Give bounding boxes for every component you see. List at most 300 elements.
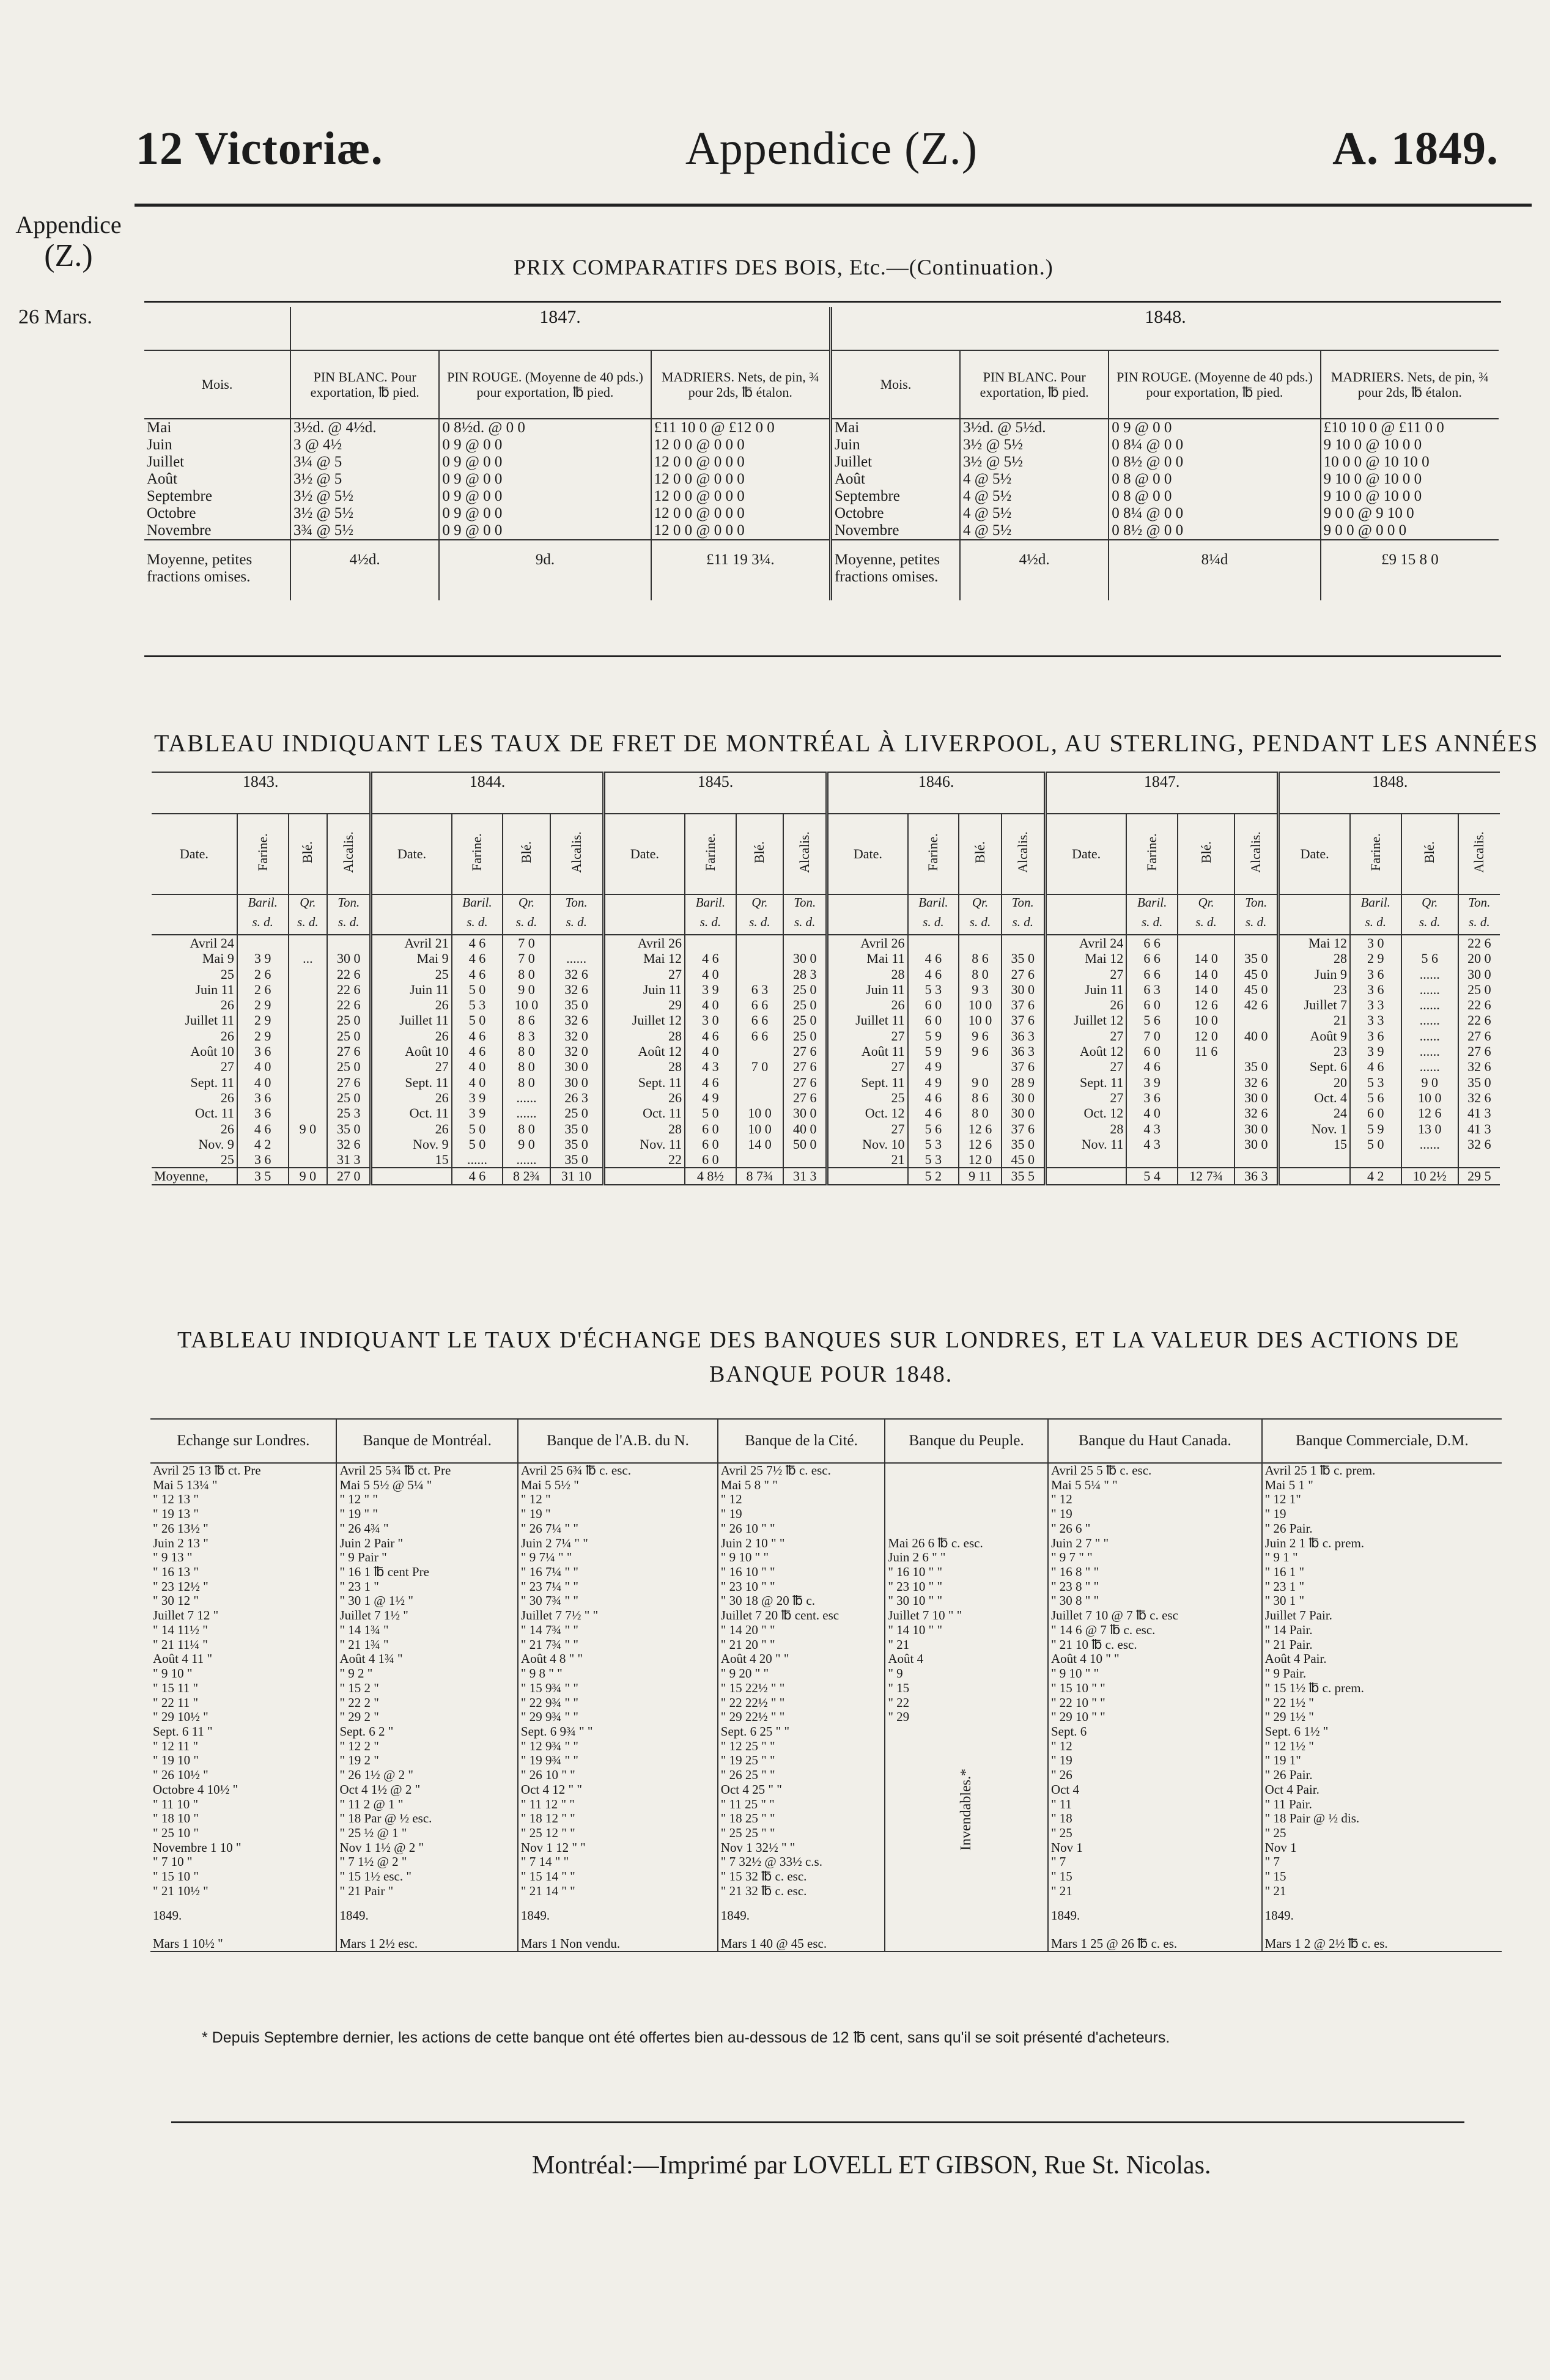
pb-1848: 3½ @ 5½ (960, 454, 1109, 471)
fret-cell: Août 11 (861, 1044, 905, 1059)
fret-sd: s. d. (1002, 915, 1046, 935)
bank-cell: Juillet 7 1½ " (336, 1608, 517, 1623)
bank-cell: " 23 7¼ " " (518, 1580, 718, 1594)
pr-1847: 0 9 @ 0 0 (439, 437, 651, 454)
pb-1848: 3½d. @ 5½d. (960, 419, 1109, 437)
bank-cell: " 14 1¾ " (336, 1623, 517, 1638)
fret-cell: 14 0 (1178, 967, 1234, 982)
invendables-label: Invendables.* (958, 1769, 975, 1851)
fret-cell: 26 (1110, 997, 1124, 1013)
fret-cell: 3 6 (237, 1090, 289, 1105)
bank-cell: Août 4 20 " " (718, 1652, 885, 1667)
bank-cell: " 23 10 " " (718, 1580, 885, 1594)
fret-col-label: Farine. (702, 833, 718, 871)
fret-unit: Baril. (452, 894, 503, 915)
fret-cell: Juin 11 (410, 981, 449, 997)
fret-cell (1178, 935, 1234, 951)
table-row (150, 1478, 1502, 1493)
bank-cell: Nov 1 12 " " (518, 1841, 718, 1855)
table-row (150, 1623, 1502, 1638)
fret-cell: 6 6 (736, 1028, 783, 1044)
fret-cell: 20 (1333, 1074, 1347, 1090)
bank-cell: " 26 Pair. (1262, 1522, 1502, 1536)
bank-cell: " 18 10 " (153, 1811, 199, 1826)
bank-cell: " 26 4¾ " (336, 1522, 517, 1536)
bank-mars: Mars 1 2 @ 2½ ℔ c. es. (1262, 1937, 1502, 1952)
bank-cell: " 16 10 " " (718, 1565, 885, 1580)
fret-cell: Juillet 7 (1304, 997, 1347, 1013)
fret-cell: 35 0 (1002, 951, 1046, 966)
fret-cell: 12 6 (1401, 1105, 1458, 1121)
table-row (150, 1536, 1502, 1551)
bank-cell: " 11 12 " " (518, 1797, 718, 1812)
fret-unit: Ton. (1458, 894, 1500, 915)
table-row (144, 505, 1499, 522)
fret-cell: 30 0 (1002, 982, 1046, 997)
fret-cell: Oct. 12 (865, 1105, 905, 1121)
bank-cell (885, 1478, 1048, 1493)
md-1848: 9 0 0 @ 0 0 0 (1321, 522, 1499, 540)
fret-cell: Oct. 11 (409, 1105, 449, 1121)
pr-1848: 0 8 @ 0 0 (1109, 488, 1320, 505)
bank-cell: Novembre 1 10 " (153, 1840, 242, 1855)
fret-cell: 15 (1333, 1136, 1347, 1152)
bank-cell: " 18 25 " " (718, 1811, 885, 1826)
fret-cell: 10 0 (736, 1105, 783, 1121)
fret-cell (1458, 1152, 1500, 1168)
fret-cell: 7 0 (736, 1059, 783, 1074)
col-pin-blanc: PIN BLANC. Pour exportation, ℔ pied. (290, 350, 439, 419)
table-row (150, 1463, 1502, 1478)
bank-cell: Avril 25 5 ℔ c. esc. (1048, 1463, 1262, 1478)
bank-cell: " 26 (1048, 1768, 1262, 1783)
fret-cell: Sept. 6 (1309, 1059, 1347, 1075)
fret-cell: 30 0 (1002, 1090, 1046, 1105)
fret-cell: Juillet 12 (1074, 1012, 1124, 1028)
fret-cell: 3 6 (237, 1044, 289, 1059)
fret-cell: 30 0 (783, 1105, 827, 1121)
fret-cell: 4 6 (908, 1105, 959, 1121)
fret-cell: 25 3 (327, 1105, 371, 1121)
fret-cell: 3 6 (1350, 967, 1401, 982)
fret-sd: s. d. (959, 915, 1001, 935)
fret-avg: 4 6 (452, 1168, 503, 1184)
md-1847: 12 0 0 @ 0 0 0 (651, 437, 831, 454)
fret-col-header (289, 814, 328, 894)
fret-cell: 5 9 (908, 1028, 959, 1044)
fret-cell: Avril 24 (1079, 935, 1124, 951)
fret-col-label: Alcalis. (341, 831, 356, 873)
table-row (152, 1090, 1500, 1105)
fret-avg-label (371, 1168, 452, 1184)
fret-col-header (1178, 814, 1234, 894)
table-row (150, 1507, 1502, 1522)
bank-cell: Avril 25 13 ℔ ct. Pre (153, 1463, 261, 1478)
bank-cell: " 30 8 " " (1048, 1594, 1262, 1608)
fret-cell: 4 6 (1350, 1059, 1401, 1074)
fret-col-header (1126, 814, 1178, 894)
bank-cell: " 30 1 " (1262, 1594, 1502, 1608)
fret-cell: 12 0 (959, 1152, 1001, 1168)
fret-cell: 9 3 (959, 982, 1001, 997)
bank-cell: Sept. 6 9¾ " " (518, 1725, 718, 1739)
bank-cell: " 29 9¾ " " (518, 1710, 718, 1725)
fret-cell: 5 0 (685, 1105, 736, 1121)
fret-cell: 6 6 (736, 1012, 783, 1028)
bank-col-header: Banque du Haut Canada. (1048, 1419, 1262, 1463)
fret-cell: 36 3 (1002, 1044, 1046, 1059)
bank-cell: Sept. 6 11 " (153, 1723, 213, 1739)
bank-cell: " 14 7¾ " " (518, 1623, 718, 1638)
fret-cell: Juillet 11 (399, 1012, 449, 1028)
bank-cell: " 25 10 " (153, 1825, 199, 1840)
fret-cell (1178, 1090, 1234, 1105)
table-row (150, 1652, 1502, 1667)
fret-col-header (237, 814, 289, 894)
fret-year: 1844. (371, 772, 603, 814)
fret-cell: 25 0 (783, 1028, 827, 1044)
fret-avg-label (603, 1168, 685, 1184)
bank-cell: " 21 20 " " (718, 1638, 885, 1652)
bank-cell: " 25 ½ @ 1 " (336, 1826, 517, 1841)
fret-cell: 25 0 (783, 982, 827, 997)
printer-footer: Montréal:—Imprimé par LOVELL ET GIBSON, Rue St. Nicolas. (532, 2151, 1211, 2179)
fret-cell (1401, 935, 1458, 951)
fret-cell: Août 12 (1079, 1044, 1124, 1059)
fret-cell: 12 6 (959, 1137, 1001, 1152)
bank-year: 1849. (518, 1899, 718, 1937)
fret-cell: 30 0 (550, 1059, 603, 1074)
bank-cell: " 15 (1048, 1870, 1262, 1884)
fret-avg-label: Moyenne, (154, 1168, 209, 1184)
fret-cell: 4 6 (452, 967, 503, 982)
fret-col-label: Alcalis. (797, 831, 813, 873)
fret-cell: 5 0 (452, 1012, 503, 1028)
bank-cell: " 9 8 " " (518, 1667, 718, 1681)
fret-unit: Baril. (685, 894, 736, 915)
fret-col-label: Blé. (972, 841, 987, 864)
bank-cell: " 21 (885, 1638, 1048, 1652)
fret-cell: 37 6 (1002, 1059, 1046, 1074)
bank-cell: " 12 (1048, 1739, 1262, 1754)
fret-cell: 11 6 (1178, 1044, 1234, 1059)
bank-cell: Nov 1 1½ @ 2 " (336, 1841, 517, 1855)
bank-mars: Mars 1 2½ esc. (336, 1937, 517, 1952)
fret-cell: 5 0 (452, 1121, 503, 1137)
bank-cell: " 25 (1262, 1826, 1502, 1841)
md-1848: 10 0 0 @ 10 10 0 (1321, 454, 1499, 471)
fret-col-label: Alcalis. (1471, 831, 1487, 873)
fret-cell: 27 6 (1458, 1028, 1500, 1044)
fret-cell: Sept. 11 (1080, 1074, 1124, 1090)
table-row (152, 1137, 1500, 1152)
fret-cell: 29 (668, 997, 682, 1013)
avg-1847-pb: 4½d. (290, 540, 439, 600)
table-row (150, 1681, 1502, 1696)
bank-cell: " 19 (718, 1507, 885, 1522)
avg-1847-pr: 9d. (439, 540, 651, 600)
col-madriers-1848: MADRIERS. Nets, de pin, ¾ pour 2ds, ℔ étalon. (1321, 350, 1499, 419)
fret-cell: ...... (1401, 1028, 1458, 1044)
fret-year: 1848. (1371, 773, 1408, 790)
fret-cell (289, 1075, 328, 1090)
fret-cell: 28 3 (783, 967, 827, 982)
col-pin-rouge-1848: PIN ROUGE. (Moyenne de 40 pds.) pour exportation, ℔ pied. (1109, 350, 1320, 419)
fret-unit: Baril. (1350, 894, 1401, 915)
fret-cell: 22 6 (327, 967, 371, 982)
pr-1848: 0 9 @ 0 0 (1109, 419, 1320, 437)
fret-cell: 27 (891, 1059, 905, 1075)
table-row (150, 1696, 1502, 1711)
month-cell: Novembre (147, 522, 212, 539)
fret-sd: s. d. (1178, 915, 1234, 935)
fret-cell: 12 6 (1178, 997, 1234, 1012)
fret-cell: 32 6 (327, 1137, 371, 1152)
bank-cell: " 22 2 " (336, 1696, 517, 1711)
table-row (152, 1059, 1500, 1074)
fret-sd: s. d. (289, 915, 328, 935)
fret-cell: 35 0 (1002, 1137, 1046, 1152)
footer-rule (171, 2121, 1464, 2123)
bank-cell: Juin 2 13 " (153, 1535, 209, 1550)
sd-blank (827, 915, 908, 935)
fret-cell: Oct. 11 (194, 1105, 234, 1121)
fret-col-header (1045, 814, 1126, 894)
fret-cell: 3 3 (1350, 1012, 1401, 1028)
bank-cell: " 11 (1048, 1797, 1262, 1812)
bank-cell: " 21 10 ℔ c. esc. (1048, 1638, 1262, 1652)
fret-cell: 5 0 (1350, 1137, 1401, 1152)
fret-cell: 4 6 (908, 967, 959, 982)
table-row (150, 1870, 1502, 1884)
fret-cell (1126, 1152, 1178, 1168)
fret-cell: 26 (435, 1089, 449, 1105)
fret-cell (237, 935, 289, 951)
fret-cell: 9 0 (503, 982, 550, 997)
bank-cell: Oct 4 1½ @ 2 " (336, 1783, 517, 1797)
fret-col-header (908, 814, 959, 894)
bank-cell: " 9 13 " (153, 1550, 193, 1565)
bank-cell: Mai 5 5¼ " " (1048, 1478, 1262, 1493)
fret-year: 1847. (1045, 772, 1278, 814)
fret-cell: 28 (668, 1028, 682, 1044)
table-row (150, 1768, 1502, 1783)
fret-cell: 28 (668, 1121, 682, 1137)
fret-col-header (371, 814, 452, 894)
unit-blank (603, 894, 685, 915)
bank-cell: " 25 12 " " (518, 1826, 718, 1841)
year-1848: 1848. (1145, 307, 1186, 327)
fret-cell: 13 0 (1401, 1121, 1458, 1137)
bank-cell: " 22 9¾ " " (518, 1696, 718, 1711)
fret-cell: Sept. 11 (861, 1074, 905, 1090)
fret-cell: 10 0 (736, 1121, 783, 1137)
month-cell: Juillet (147, 454, 185, 470)
bank-cell: " 26 25 " " (718, 1768, 885, 1783)
fret-cell: 5 6 (1350, 1090, 1401, 1105)
fret-cell (1045, 1152, 1126, 1168)
fret-cell (1178, 1152, 1234, 1168)
fret-col-label: Farine. (1367, 833, 1383, 871)
pb-1848: 4 @ 5½ (960, 471, 1109, 488)
table-row (150, 1725, 1502, 1739)
bank-cell: " 19 " (518, 1507, 718, 1522)
fret-cell: 3 6 (1350, 982, 1401, 997)
fret-cell: 3 6 (237, 1152, 289, 1168)
bank-cell (885, 1522, 1048, 1536)
fret-cell: 3 9 (1126, 1075, 1178, 1090)
fret-cell: 10 0 (959, 1012, 1001, 1028)
month-cell-1848: Juillet (834, 454, 873, 470)
bank-col-header: Echange sur Londres. (177, 1432, 310, 1449)
table-row (144, 419, 1499, 437)
fret-cell: 3 6 (237, 1105, 289, 1121)
fret-cell (1002, 935, 1046, 951)
table-row (152, 997, 1500, 1012)
fret-cell: 3 9 (452, 1105, 503, 1121)
fret-cell: 23 (1333, 981, 1347, 997)
fret-cell: 32 6 (550, 967, 603, 982)
prix-comparatifs-table (144, 307, 1499, 600)
bank-cell: Nov 1 (1048, 1841, 1262, 1855)
fret-cell: 3 0 (685, 1012, 736, 1028)
fret-cell: 32 0 (550, 1028, 603, 1044)
fret-cell: Mai 11 (866, 951, 905, 967)
bank-cell: " 30 1 @ 1½ " (336, 1594, 517, 1608)
bank-cell: " 12 1½ " (1262, 1739, 1502, 1754)
bank-cell: Oct 4 25 " " (718, 1783, 885, 1797)
table-row (150, 1492, 1502, 1507)
bank-mars: Mars 1 25 @ 26 ℔ c. es. (1048, 1937, 1262, 1952)
bank-cell: " 19 1" (1262, 1753, 1502, 1768)
month-cell: Septembre (147, 488, 212, 504)
fret-cell (1350, 1152, 1401, 1168)
fret-cell (736, 935, 783, 951)
fret-cell: 6 0 (1126, 1044, 1178, 1059)
fret-cell: 4 0 (685, 997, 736, 1012)
bank-col-header: Banque de l'A.B. du N. (518, 1419, 718, 1463)
fret-cell: 25 0 (783, 1012, 827, 1028)
fret-col-label: Date. (179, 846, 209, 861)
fret-cell: 4 6 (1126, 1059, 1178, 1074)
section1-bottom-rule (144, 655, 1501, 657)
fret-cell: 9 0 (289, 1121, 328, 1137)
fret-cell: 5 6 (1401, 951, 1458, 966)
fret-cell: ...... (1401, 997, 1458, 1012)
unit-blank (1279, 894, 1350, 915)
fret-cell (736, 951, 783, 966)
fret-col-label: Blé. (751, 841, 767, 864)
bank-cell: " 29 22½ " " (718, 1710, 885, 1725)
bank-mars: Mars 1 10½ " (153, 1936, 223, 1951)
table-row (152, 1075, 1500, 1090)
bank-cell: " 26 10 " " (718, 1522, 885, 1536)
fret-avg: 31 10 (550, 1168, 603, 1184)
fret-cell: Juin 11 (866, 981, 905, 997)
bank-cell: Avril 25 7½ ℔ c. esc. (718, 1463, 885, 1478)
month-cell-1848: Août (834, 471, 865, 487)
fret-avg-label (1279, 1168, 1350, 1184)
fret-cell (783, 1152, 827, 1168)
fret-unit: Baril. (908, 894, 959, 915)
bank-cell: " 12 25 " " (718, 1739, 885, 1754)
fret-cell (1279, 1152, 1350, 1168)
bank-cell: Mai 5 1 " (1262, 1478, 1502, 1493)
bank-cell: " 15 10 " " (1048, 1681, 1262, 1696)
bank-cell: " 19 " " (336, 1507, 517, 1522)
fret-col-header (1002, 814, 1046, 894)
md-1847: £11 10 0 @ £12 0 0 (651, 419, 831, 437)
bank-year: 1849. (1048, 1899, 1262, 1937)
bank-cell: " 26 10 " " (518, 1768, 718, 1783)
fret-unit: Ton. (1002, 894, 1046, 915)
fret-cell: Juillet 11 (855, 1012, 905, 1028)
fret-unit: Qr. (503, 894, 550, 915)
fret-cell: 5 3 (908, 1152, 959, 1168)
fret-cell: 9 0 (1401, 1075, 1458, 1090)
bank-cell: " 9 20 " " (718, 1667, 885, 1681)
bank-cell: " 16 8 " " (1048, 1565, 1262, 1580)
fret-cell (959, 1059, 1001, 1074)
bank-cell: " 23 1 " (336, 1580, 517, 1594)
bank-cell: " 26 10½ " (153, 1767, 209, 1783)
bank-cell: Août 4 8 " " (518, 1652, 718, 1667)
md-1848: £10 10 0 @ £11 0 0 (1321, 419, 1499, 437)
avg-1848-pr: 8¼d (1109, 540, 1320, 600)
fret-cell: 32 6 (1234, 1105, 1279, 1121)
bank-cell: " 19 25 " " (718, 1753, 885, 1768)
pr-1848: 0 8 @ 0 0 (1109, 471, 1320, 488)
table-row (152, 935, 1500, 951)
fret-cell: 22 6 (1458, 935, 1500, 951)
fret-cell (736, 1044, 783, 1059)
fret-cell: ...... (1401, 982, 1458, 997)
table-row (144, 437, 1499, 454)
bank-cell: " 15 9¾ " " (518, 1681, 718, 1696)
fret-cell: ...... (503, 1090, 550, 1105)
table-row (150, 1565, 1502, 1580)
fret-cell: 26 (891, 997, 905, 1013)
fret-cell: 32 6 (550, 982, 603, 997)
fret-cell: 14 0 (1178, 982, 1234, 997)
fret-cell (959, 935, 1001, 951)
bank-cell: " 12 " (518, 1492, 718, 1507)
fret-cell: 4 0 (237, 1075, 289, 1090)
fret-cell: ...... (1401, 1044, 1458, 1059)
pb-1847: 3½ @ 5½ (290, 488, 439, 505)
fret-cell: 27 6 (783, 1075, 827, 1090)
fret-cell: 7 0 (503, 951, 550, 966)
bank-cell: Juin 2 7 " " (1048, 1536, 1262, 1551)
bank-cell: " 19 (1048, 1753, 1262, 1768)
fret-cell: 4 9 (908, 1075, 959, 1090)
fret-cell: Avril 24 (190, 935, 234, 951)
fret-cell: 8 0 (503, 1121, 550, 1137)
bank-cell: " 9 10 " " (718, 1550, 885, 1565)
bank-cell: " 11 25 " " (718, 1797, 885, 1812)
bank-cell: " 15 1½ ℔ c. prem. (1262, 1681, 1502, 1696)
bank-cell: " 18 (1048, 1811, 1262, 1826)
fret-sd: s. d. (327, 915, 371, 935)
fret-cell: Juin 9 (1314, 966, 1347, 982)
pr-1847: 0 8½d. @ 0 0 (439, 419, 651, 437)
fret-cell: 24 (1333, 1105, 1347, 1121)
pb-1848: 4 @ 5½ (960, 522, 1109, 540)
fret-cell: 30 0 (1002, 1105, 1046, 1121)
fret-cell: ...... (503, 1105, 550, 1121)
col-pin-rouge: PIN ROUGE. (Moyenne de 40 pds.) pour exportation, ℔ pied. (439, 350, 651, 419)
month-cell: Juin (147, 437, 172, 453)
